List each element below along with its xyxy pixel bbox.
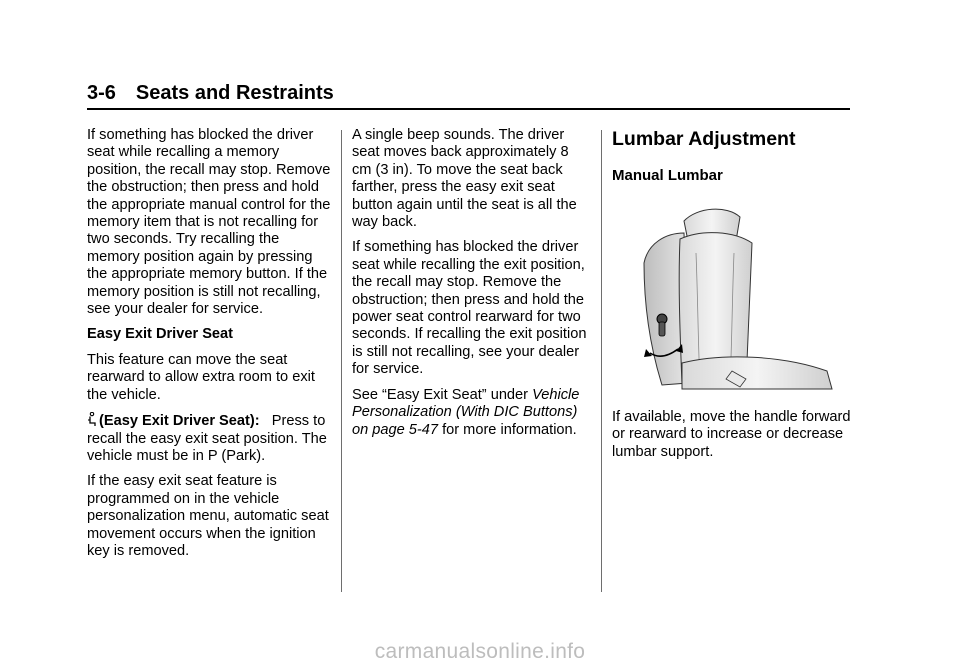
column-1 [87, 127, 332, 568]
heading-easy-exit: Easy Exit Driver Seat [87, 326, 234, 343]
see-also-prefix: See “Easy Exit Seat” under [352, 386, 533, 403]
lumbar-title: Lumbar Adjustment [612, 128, 796, 150]
column-2 [352, 127, 592, 447]
easy-exit-text: Press to recall the easy exit seat position. The vehicle must be in P (Park). [87, 413, 327, 464]
paragraph-beep: A single beep sounds. The driver seat moves back approximately 8 cm (3 in). To move the seat back farther, press the easy exit seat button again until the seat is all the way back. [352, 127, 577, 231]
paragraph-see-also [352, 387, 592, 439]
paragraph-lumbar: If available, move the handle forward or rearward to increase or decrease lumbar support. [612, 409, 851, 460]
paragraph-blocked-memory: If something has blocked the driver seat while recalling a memory position, the recall may stop. Remove the obstruction; then press and hold the appropriate manual control for the memory item that is not recalling for two seconds. Try recalling the memory position again by pressing the appropriate memory button. If the memory position is still not recalling, see your dealer for service. [87, 127, 331, 318]
paragraph-easy-exit-auto: If the easy exit seat feature is programmed on in the vehicle personalization menu, automatic seat movement occurs when the ignition key is removed. [87, 473, 329, 559]
vehicle-personalization-link[interactable]: Vehicle Personalization (With DIC Buttons) on page 5-47 [352, 386, 580, 438]
page-number: 3-6 [87, 82, 116, 104]
paragraph-easy-exit-button [87, 412, 332, 465]
section-title: Seats and Restraints [135, 82, 334, 104]
see-also-suffix: for more information. [438, 421, 577, 438]
easy-exit-label: (Easy Exit Driver Seat): [99, 413, 260, 430]
column-divider-1 [341, 130, 342, 592]
paragraph-blocked-exit: If something has blocked the driver seat while recalling the exit position, the recall may stop. Remove the obstruction; then press and hold the power seat control rearward for two seconds. If recalling the exit position is still not recalling, see your dealer for service. [352, 239, 587, 378]
column-3 [612, 127, 852, 461]
manual-lumbar-subtitle: Manual Lumbar [612, 167, 723, 184]
column-divider-2 [601, 130, 602, 592]
seat-lumbar-illustration [622, 203, 837, 391]
watermark-footer: carmanualsonline.info [374, 640, 586, 663]
easy-exit-seat-icon [87, 412, 97, 427]
page-header [87, 80, 850, 110]
paragraph-easy-exit-intro: This feature can move the seat rearward to allow extra room to exit the vehicle. [87, 351, 315, 403]
